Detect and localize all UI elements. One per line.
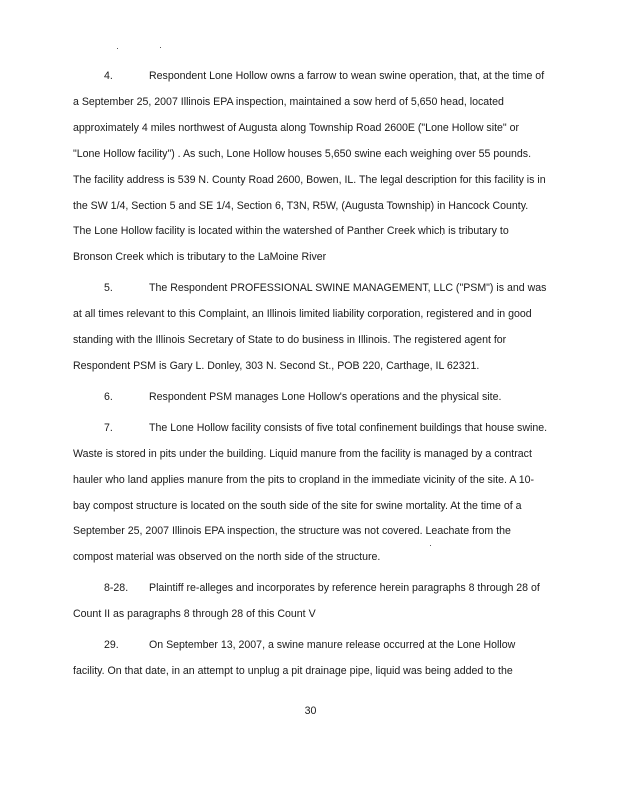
paragraph-4 [73, 64, 548, 271]
paragraph-number: 8-28. [104, 582, 129, 595]
paragraph-text: The Lone Hollow facility consists of five total confinement buildings that house swine. Waste is stored in pits under the building. Liquid manure from the facility is managed by a contract hauler who land applies manure from the pits to cropland in the immediate vicinity of the site. A 10-bay compost structure is located on the south side of the site for swine mortality. At the time of a September 25, 2007 Illinois EPA inspection, the structure was not covered. Leachate from the compost material was observed on the north side of the structure. [73, 421, 548, 564]
paragraph-number: 4. [104, 70, 113, 82]
paragraph-number: 7. [104, 421, 113, 434]
paragraph-number: 29. [104, 639, 119, 652]
paragraph-text: Plaintiff re-alleges and incorporates by reference herein paragraphs 8 through 28 of Count II as paragraphs 8 through 28 of this Count V [73, 582, 540, 621]
paragraph-5 [73, 276, 548, 380]
paragraph-text: The Respondent PROFESSIONAL SWINE MANAGEMENT, LLC ("PSM") is and was at all times relevant to this Complaint, an Illinois limited liability corporation, registered and in good standing with the Illinois Secretary of State to do business in Illinois. The registered agent for Respondent PSM is Gary L. Donley, 303 N. Second St., POB 220, Carthage, IL 62321. [73, 282, 547, 372]
paragraph-number: 5. [104, 282, 113, 295]
paragraph-7 [73, 416, 548, 571]
paragraph-29 [73, 633, 548, 685]
paragraph-text: Respondent Lone Hollow owns a farrow to wean swine operation, that, at the time of a September 25, 2007 Illinois EPA inspection, maintained a sow herd of 5,650 head, located approximately 4 miles northwest of Augusta along Township Road 2600E ("Lone Hollow site" or "Lone Hollow facility") . As such, Lone Hollow houses 5,650 swine each weighing over 55 pounds. The facility address is 539 N. County Road 2600, Bowen, IL. The legal description for this facility is in the SW 1/4, Section 5 and SE 1/4, Section 6, T3N, R5W, (Augusta Township) in Hancock County. The Lone Hollow facility is located within the watershed of Panther Creek which is tributary to Bronson Creek which is tributary to the LaMoine River [73, 70, 546, 264]
paragraph-text: On September 13, 2007, a swine manure release occurred at the Lone Hollow facility. On that date, in an attempt to unplug a pit drainage pipe, liquid was being added to the [73, 639, 516, 677]
page-number: 30 [304, 705, 317, 717]
document-body [73, 64, 548, 690]
paragraph-8-28 [73, 576, 548, 628]
paragraph-number: 6. [104, 390, 113, 403]
scan-speck [160, 47, 161, 48]
paragraph-text: Respondent PSM manages Lone Hollow's operations and the physical site. [149, 390, 502, 403]
paragraph-6 [73, 385, 548, 411]
scan-speck [117, 48, 118, 49]
